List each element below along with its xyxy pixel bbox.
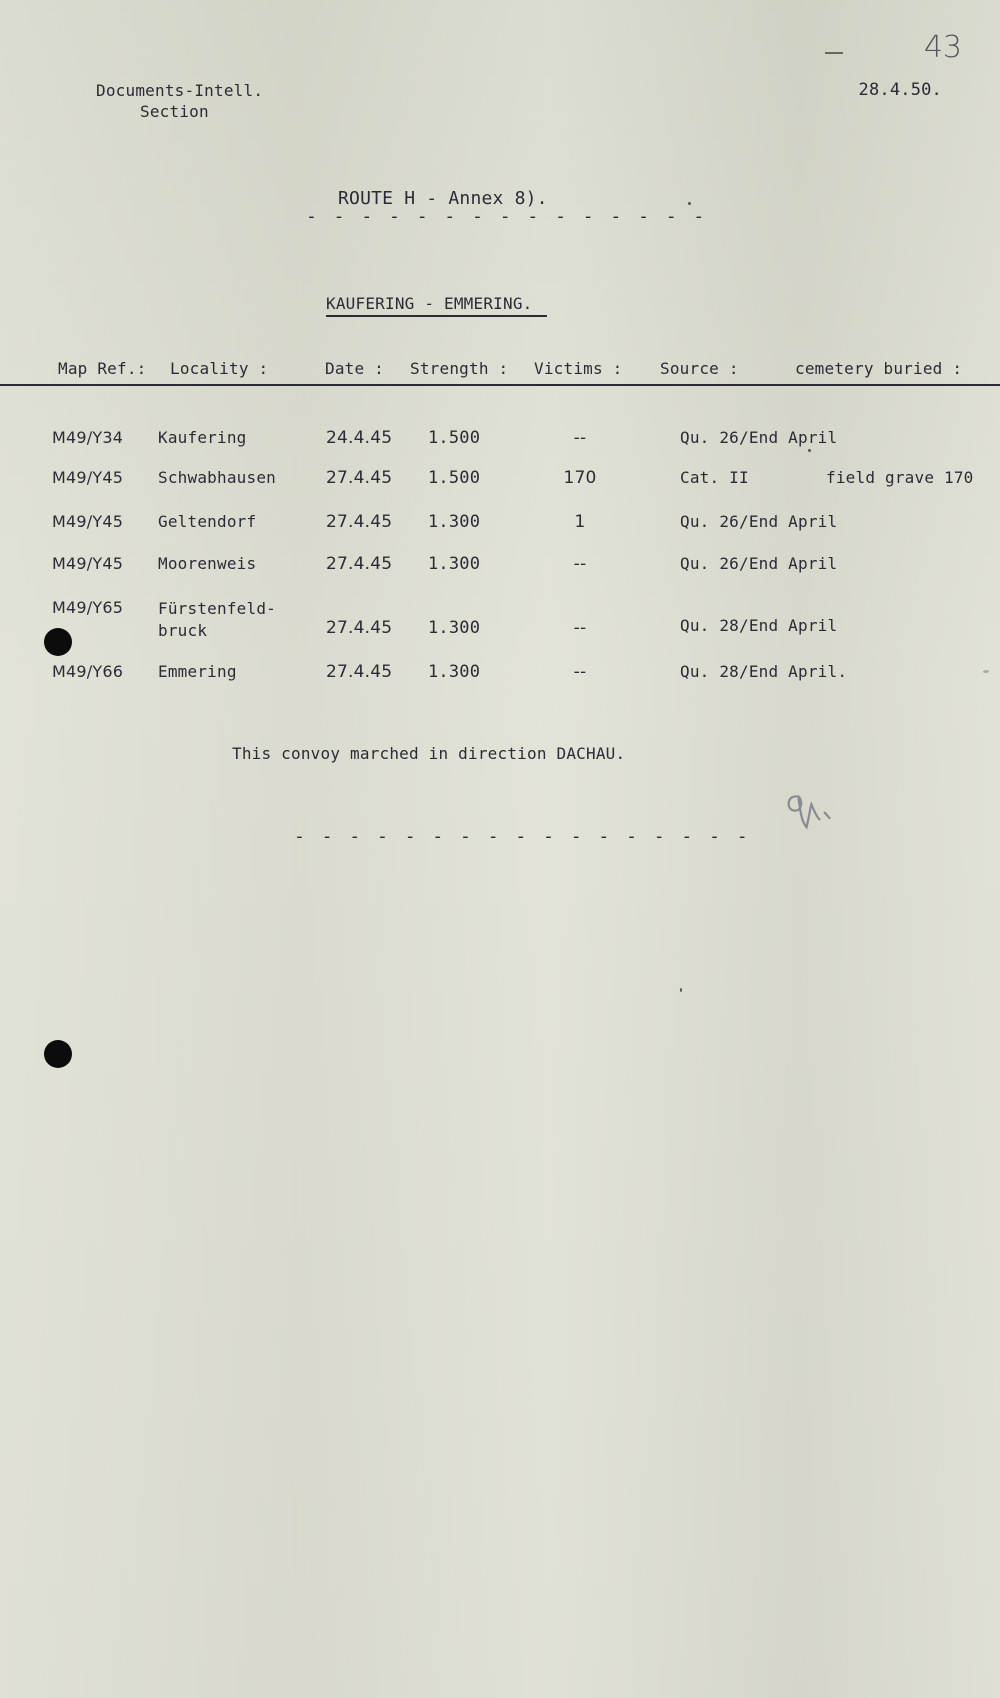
- initials-scribble: [781, 782, 847, 840]
- punch-hole-bottom: [44, 1040, 72, 1068]
- cell-locality: Schwabhausen: [158, 468, 276, 487]
- cell-locality: Moorenweis: [158, 554, 257, 573]
- table-row: [0, 554, 1000, 584]
- cell-locality: [158, 598, 276, 642]
- cell-source: Qu. 26/End April: [680, 512, 838, 531]
- route-subtitle: KAUFERING - EMMERING.: [326, 294, 547, 317]
- paper-speck: [688, 202, 691, 205]
- paper-speck: [680, 988, 682, 992]
- dash-rule-2: - - - - - - - - - - - - - - - - -: [294, 826, 751, 847]
- cell-source: Qu. 28/End April: [680, 616, 838, 635]
- cell-victims: --: [573, 554, 587, 574]
- cell-victims: 1: [574, 512, 586, 532]
- cell-date: 27.4.45: [326, 618, 393, 638]
- cell-victims: --: [573, 618, 587, 638]
- cell-map-ref: M49/Y45: [52, 512, 124, 531]
- table-row: [0, 598, 1000, 650]
- handwritten-initials: [781, 782, 849, 849]
- column-header-cemetery: cemetery buried :: [795, 359, 963, 378]
- cell-source: Qu. 26/End April: [680, 554, 838, 573]
- column-header-strength: Strength :: [410, 359, 509, 378]
- cell-locality: Geltendorf: [158, 512, 257, 531]
- cell-date: 27.4.45: [326, 554, 393, 574]
- table-header: [0, 354, 1000, 386]
- cell-source: Qu. 26/End April: [680, 428, 838, 447]
- cell-locality-line-1: Fürstenfeld-: [158, 599, 276, 618]
- dash-rule-1: - - - - - - - - - - - - - - -: [306, 206, 708, 227]
- cell-date: 27.4.45: [326, 662, 393, 682]
- cell-strength: 1.500: [428, 468, 481, 488]
- cell-map-ref: M49/Y45: [52, 554, 124, 573]
- column-header-victims: Victims :: [534, 359, 623, 378]
- cell-date: 27.4.45: [326, 468, 393, 488]
- cell-locality: Emmering: [158, 662, 237, 681]
- cell-victims: 170: [563, 468, 597, 488]
- column-header-locality: Locality :: [170, 359, 269, 378]
- cell-strength: 1.300: [428, 554, 481, 574]
- table-row: [0, 662, 1000, 692]
- column-header-map-ref: Map Ref.:: [58, 359, 147, 378]
- punch-hole-top: [44, 628, 72, 656]
- page-number: 43: [923, 30, 962, 65]
- convoy-note: This convoy marched in direction DACHAU.: [232, 744, 626, 763]
- cell-strength: 1.300: [428, 618, 481, 638]
- cell-source: Qu. 28/End April.: [680, 662, 848, 681]
- table-row: [0, 512, 1000, 542]
- cell-source: Cat. II: [680, 468, 749, 487]
- cell-victims: --: [573, 428, 587, 448]
- cell-strength: 1.300: [428, 512, 481, 532]
- cell-locality-line-2: bruck: [158, 621, 208, 640]
- cell-map-ref: M49/Y34: [52, 428, 124, 447]
- table-row: [0, 468, 1000, 498]
- route-title: ROUTE H - Annex 8).: [338, 188, 548, 209]
- page-mark: [825, 52, 843, 54]
- document-date: 28.4.50.: [858, 80, 942, 100]
- department-heading: [96, 80, 263, 122]
- cell-cemetery: field grave 170: [826, 468, 974, 487]
- cell-map-ref: M49/Y65: [52, 598, 124, 617]
- cell-map-ref: M49/Y45: [52, 468, 124, 487]
- cell-locality: Kaufering: [158, 428, 247, 447]
- cell-map-ref: M49/Y66: [52, 662, 124, 681]
- column-header-date: Date :: [325, 359, 384, 378]
- cell-strength: 1.500: [428, 428, 481, 448]
- cell-date: 24.4.45: [326, 428, 393, 448]
- paper-speck: [808, 449, 811, 452]
- department-line-1: Documents-Intell.: [96, 81, 264, 100]
- paper-speck: [983, 670, 989, 673]
- table-row: [0, 428, 1000, 458]
- department-line-2: Section: [140, 102, 209, 121]
- cell-strength: 1.300: [428, 662, 481, 682]
- column-header-source: Source :: [660, 359, 739, 378]
- cell-victims: --: [573, 662, 587, 682]
- cell-date: 27.4.45: [326, 512, 393, 532]
